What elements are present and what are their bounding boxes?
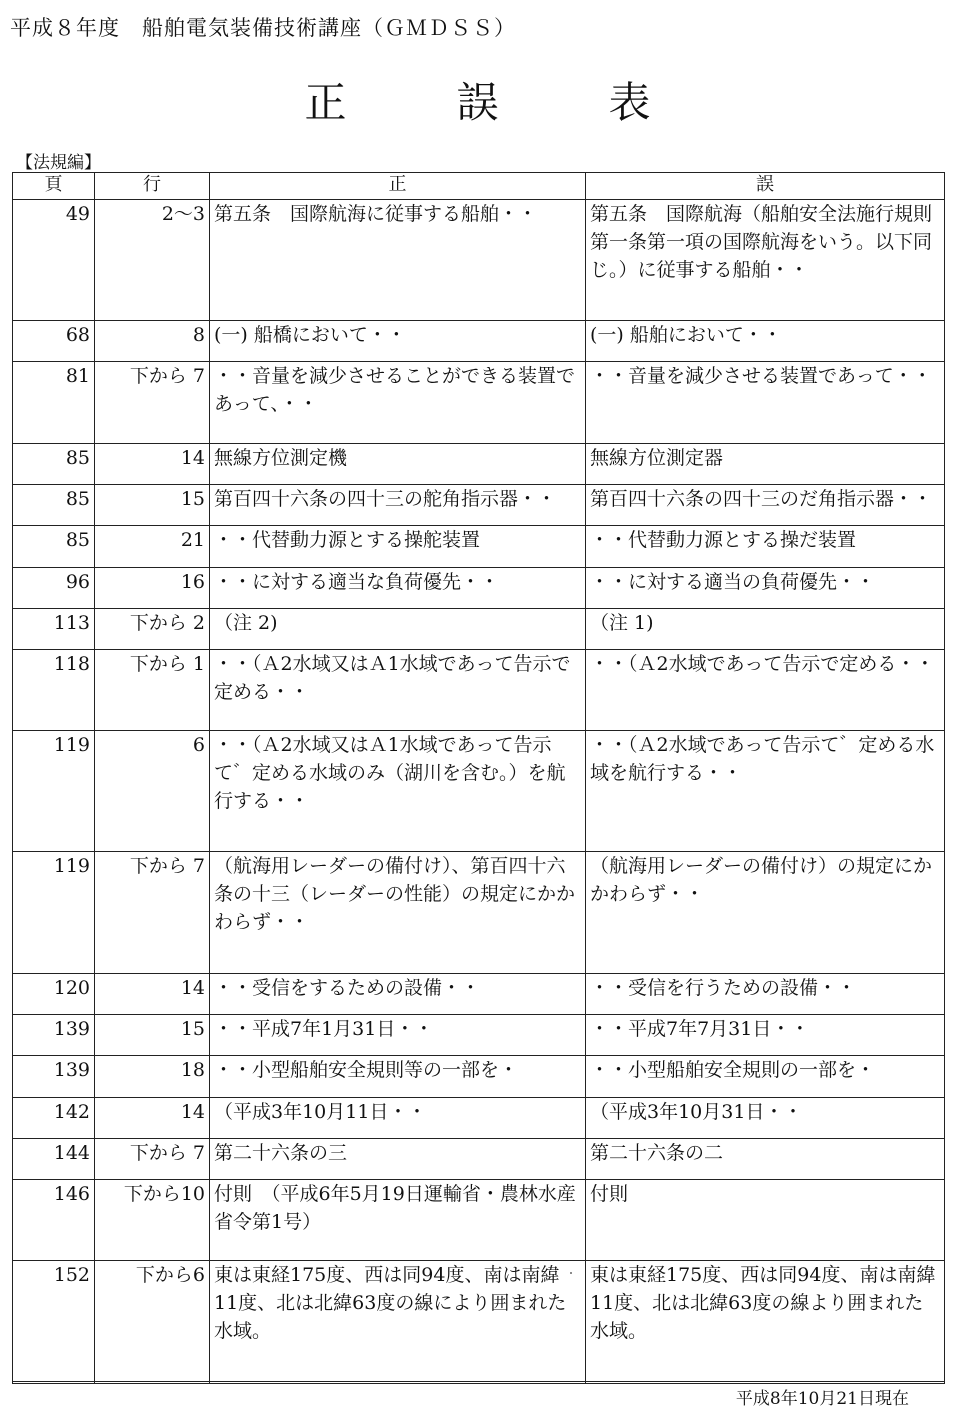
row-wrong: ・・平成7年7月31日・・: [586, 1014, 945, 1055]
row-correct: 東は東経175度、西は同94度、南は南緯11度、北は北緯63度の線により囲まれた水域。: [210, 1261, 586, 1382]
row-page: 113: [13, 608, 95, 649]
row-line: 14: [95, 973, 210, 1014]
row-page: 142: [13, 1097, 95, 1138]
scan-speck: [570, 1272, 572, 1274]
row-page: 139: [13, 1014, 95, 1055]
row-wrong: ・・（Ａ2水域であって告示で定める・・: [586, 650, 945, 731]
row-line: 下から 2: [95, 608, 210, 649]
row-wrong: （平成3年10月31日・・: [586, 1097, 945, 1138]
column-header-page: 頁: [13, 173, 95, 200]
row-correct: 無線方位測定機: [210, 443, 586, 484]
row-wrong: 第五条 国際航海（船舶安全法施行規則第一条第一項の国際航海をいう。以下同じ。）に従事する船舶・・: [586, 200, 945, 321]
row-correct: (一) 船橋において・・: [210, 321, 586, 362]
row-correct: 第百四十六条の四十三の舵角指示器・・: [210, 484, 586, 525]
footer-date: 平成8年10月21日現在: [735, 1389, 909, 1409]
row-page: 49: [13, 200, 95, 321]
row-line: 下から6: [95, 1261, 210, 1382]
table-row: [13, 321, 945, 362]
row-wrong: ・・小型船舶安全規則の一部を・: [586, 1056, 945, 1097]
empty-cell: [95, 1382, 210, 1384]
row-correct: ・・音量を減少させることができる装置であって、・・: [210, 362, 586, 443]
row-line: 14: [95, 443, 210, 484]
row-page: 68: [13, 321, 95, 362]
table-row: [13, 1097, 945, 1138]
row-line: 16: [95, 567, 210, 608]
row-correct: （航海用レーダーの備付け）、第百四十六条の十三（レーダーの性能）の規定にかかわらず・・: [210, 852, 586, 973]
errata-rows: [13, 200, 945, 1384]
row-page: 139: [13, 1056, 95, 1097]
row-line: 下から 7: [95, 362, 210, 443]
empty-cell: [210, 1382, 586, 1384]
column-header-correct: 正: [210, 173, 586, 200]
row-wrong: （注 1): [586, 608, 945, 649]
table-row: [13, 731, 945, 852]
row-correct: （平成3年10月11日・・: [210, 1097, 586, 1138]
row-line: 2〜3: [95, 200, 210, 321]
row-page: 152: [13, 1261, 95, 1382]
row-wrong: （航海用レーダーの備付け）の規定にかかわらず・・: [586, 852, 945, 973]
column-header-wrong: 誤: [586, 173, 945, 200]
row-line: 15: [95, 1014, 210, 1055]
page-title: 正 誤 表: [304, 78, 685, 127]
row-page: 85: [13, 484, 95, 525]
row-wrong: ・・受信を行うための設備・・: [586, 973, 945, 1014]
errata-table: [12, 172, 945, 1384]
section-label: 【法規編】: [16, 153, 101, 173]
row-page: 120: [13, 973, 95, 1014]
column-header-line: 行: [95, 173, 210, 200]
row-wrong: 第二十六条の二: [586, 1138, 945, 1179]
row-correct: ・・に対する適当な負荷優先・・: [210, 567, 586, 608]
row-page: 119: [13, 731, 95, 852]
table-row: [13, 608, 945, 649]
table-row: [13, 567, 945, 608]
table-header-row: [13, 173, 945, 200]
table-row: [13, 650, 945, 731]
table-row: [13, 1180, 945, 1261]
row-wrong: (一) 船舶において・・: [586, 321, 945, 362]
row-wrong: ・・（Ａ2水域であって告示て゛定める水域を航行する・・: [586, 731, 945, 852]
row-page: 118: [13, 650, 95, 731]
row-line: 18: [95, 1056, 210, 1097]
row-line: 下から10: [95, 1180, 210, 1261]
row-page: 85: [13, 526, 95, 567]
row-wrong: 第百四十六条の四十三のだ角指示器・・: [586, 484, 945, 525]
table-row: [13, 1014, 945, 1055]
row-line: 21: [95, 526, 210, 567]
row-line: 下から 7: [95, 852, 210, 973]
row-wrong: ・・代替動力源とする操だ装置: [586, 526, 945, 567]
row-correct: ・・（Ａ2水域又はＡ1水域であって告示で定める・・: [210, 650, 586, 731]
document-header: 平成８年度 船舶電気装備技術講座（ＧＭＤＳＳ）: [10, 16, 516, 40]
table-row: [13, 1138, 945, 1179]
table-row: [13, 1261, 945, 1382]
table-row: [13, 852, 945, 973]
empty-cell: [13, 1382, 95, 1384]
table-row: [13, 443, 945, 484]
row-correct: ・・受信をするための設備・・: [210, 973, 586, 1014]
row-wrong: 東は東経175度、西は同94度、南は南緯11度、北は北緯63度の線より囲まれた水域。: [586, 1261, 945, 1382]
row-line: 下から 1: [95, 650, 210, 731]
row-wrong: 無線方位測定器: [586, 443, 945, 484]
row-line: 6: [95, 731, 210, 852]
row-correct: 付則 （平成6年5月19日運輸省・農林水産省令第1号）: [210, 1180, 586, 1261]
row-line: 15: [95, 484, 210, 525]
row-page: 85: [13, 443, 95, 484]
row-wrong: ・・音量を減少させる装置であって・・: [586, 362, 945, 443]
row-page: 81: [13, 362, 95, 443]
row-correct: （注 2): [210, 608, 586, 649]
row-correct: ・・小型船舶安全規則等の一部を・: [210, 1056, 586, 1097]
row-line: 下から 7: [95, 1138, 210, 1179]
row-correct: ・・平成7年1月31日・・: [210, 1014, 586, 1055]
row-wrong: 付則: [586, 1180, 945, 1261]
table-row: [13, 484, 945, 525]
table-row: [13, 200, 945, 321]
row-correct: ・・（Ａ2水域又はＡ1水域であって告示て゛定める水域のみ（湖川を含む。）を航行する・・: [210, 731, 586, 852]
row-correct: 第五条 国際航海に従事する船舶・・: [210, 200, 586, 321]
row-correct: 第二十六条の三: [210, 1138, 586, 1179]
row-wrong: ・・に対する適当の負荷優先・・: [586, 567, 945, 608]
row-page: 96: [13, 567, 95, 608]
row-page: 146: [13, 1180, 95, 1261]
table-row: [13, 526, 945, 567]
row-page: 144: [13, 1138, 95, 1179]
row-page: 119: [13, 852, 95, 973]
table-row: [13, 1056, 945, 1097]
row-correct: ・・代替動力源とする操舵装置: [210, 526, 586, 567]
table-row: [13, 362, 945, 443]
table-row: [13, 973, 945, 1014]
row-line: 8: [95, 321, 210, 362]
row-line: 14: [95, 1097, 210, 1138]
